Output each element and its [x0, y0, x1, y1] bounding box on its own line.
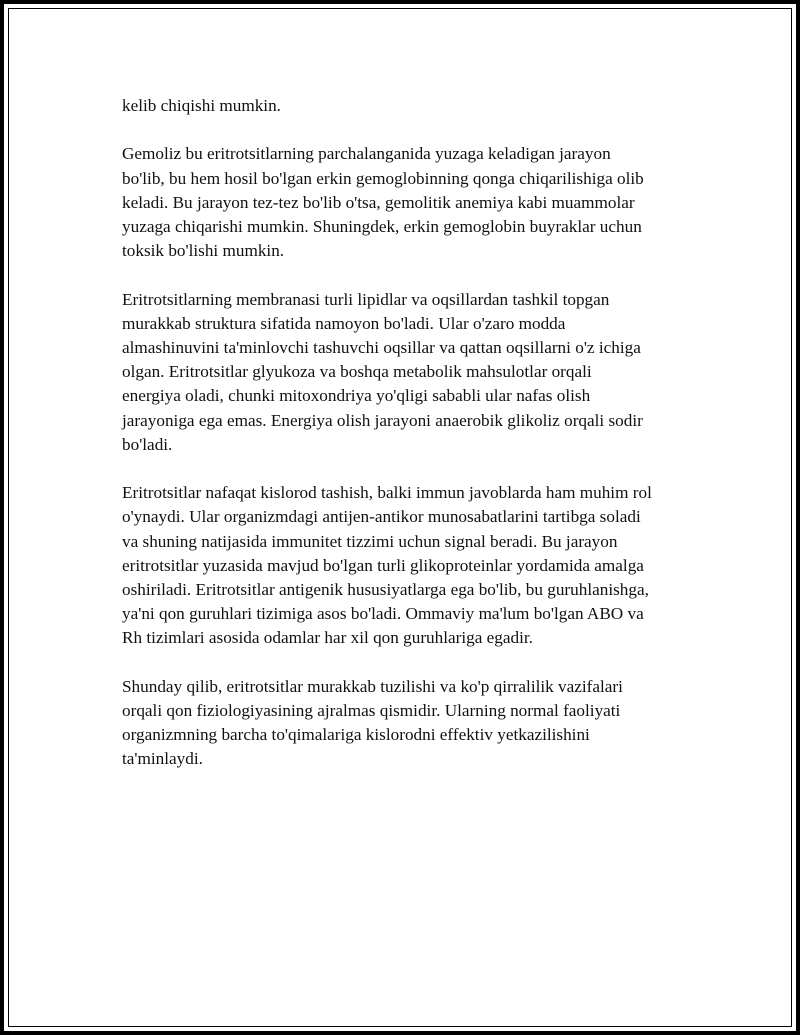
paragraph-3 — [122, 288, 702, 457]
text-line: o'ynaydi. Ular organizmdagi antijen-antikor munosabatlarini tartibga soladi — [122, 507, 641, 527]
text-line: kelib chiqishi mumkin. — [122, 96, 281, 115]
text-line: orqali qon fiziologiyasining ajralmas qismidir. Ularning normal faoliyati — [122, 701, 621, 721]
paragraph-2 — [122, 142, 702, 263]
text-line: energiya oladi, chunki mitoxondriya yo'qligi sababli ular nafas olish — [122, 386, 591, 406]
paragraph-5 — [122, 675, 702, 772]
text-line: olgan. Eritrotsitlar glyukoza va boshqa metabolik mahsulotlar orqali — [122, 362, 592, 382]
text-line: yuzaga chiqarishi mumkin. Shuningdek, erkin gemoglobin buyraklar uchun — [122, 217, 642, 236]
document-body — [122, 94, 702, 796]
paragraph-4 — [122, 481, 702, 650]
text-line: murakkab struktura sifatida namoyon bo'ladi. Ular o'zaro modda — [122, 313, 566, 333]
text-line: Gemoliz bu eritrotsitlarning parchalanganida yuzaga keladigan jarayon — [122, 144, 611, 164]
text-line: Eritrotsitlar nafaqat kislorod tashish, balki immun javoblarda ham muhim rol — [122, 483, 652, 503]
text-line: organizmning barcha to'qimalariga kislorodni effektiv yetkazilishini — [122, 725, 590, 745]
text-line: ta'minlaydi. — [122, 749, 203, 769]
text-line: bo'lib, bu hem hosil bo'lgan erkin gemoglobinning qonga chiqarilishiga olib — [122, 168, 644, 188]
text-line: Eritrotsitlarning membranasi turli lipidlar va oqsillardan tashkil topgan — [122, 289, 610, 309]
text-line: bo'ladi. — [122, 434, 173, 454]
text-line: ya'ni qon guruhlari tizimiga asos bo'ladi. Ommaviy ma'lum bo'lgan ABO va — [122, 604, 644, 624]
text-line: jarayoniga ega emas. Energiya olish jarayoni anaerobik glikoliz orqali sodir — [122, 410, 643, 430]
text-line: va shuning natijasida immunitet tizzimi uchun signal beradi. Bu jarayon — [122, 531, 618, 551]
text-line: Shunday qilib, eritrotsitlar murakkab tuzilishi va ko'p qirralilik vazifalari — [122, 676, 623, 696]
text-line: oshiriladi. Eritrotsitlar antigenik hususiyatlarga ega bo'lib, bu guruhlanishga, — [122, 580, 649, 600]
text-line: almashinuvini ta'minlovchi tashuvchi oqsillar va qattan oqsillarni o'z ichiga — [122, 338, 641, 357]
text-line: toksik bo'lishi mumkin. — [122, 241, 285, 261]
text-line: keladi. Bu jarayon tez-tez bo'lib o'tsa, gemolitik anemiya kabi muammolar — [122, 192, 635, 212]
text-line: eritrotsitlar yuzasida mavjud bo'lgan turli glikoproteinlar yordamida amalga — [122, 555, 644, 575]
text-line: Rh tizimlari asosida odamlar har xil qon guruhlariga egadir. — [122, 628, 533, 648]
paragraph-1 — [122, 94, 702, 118]
